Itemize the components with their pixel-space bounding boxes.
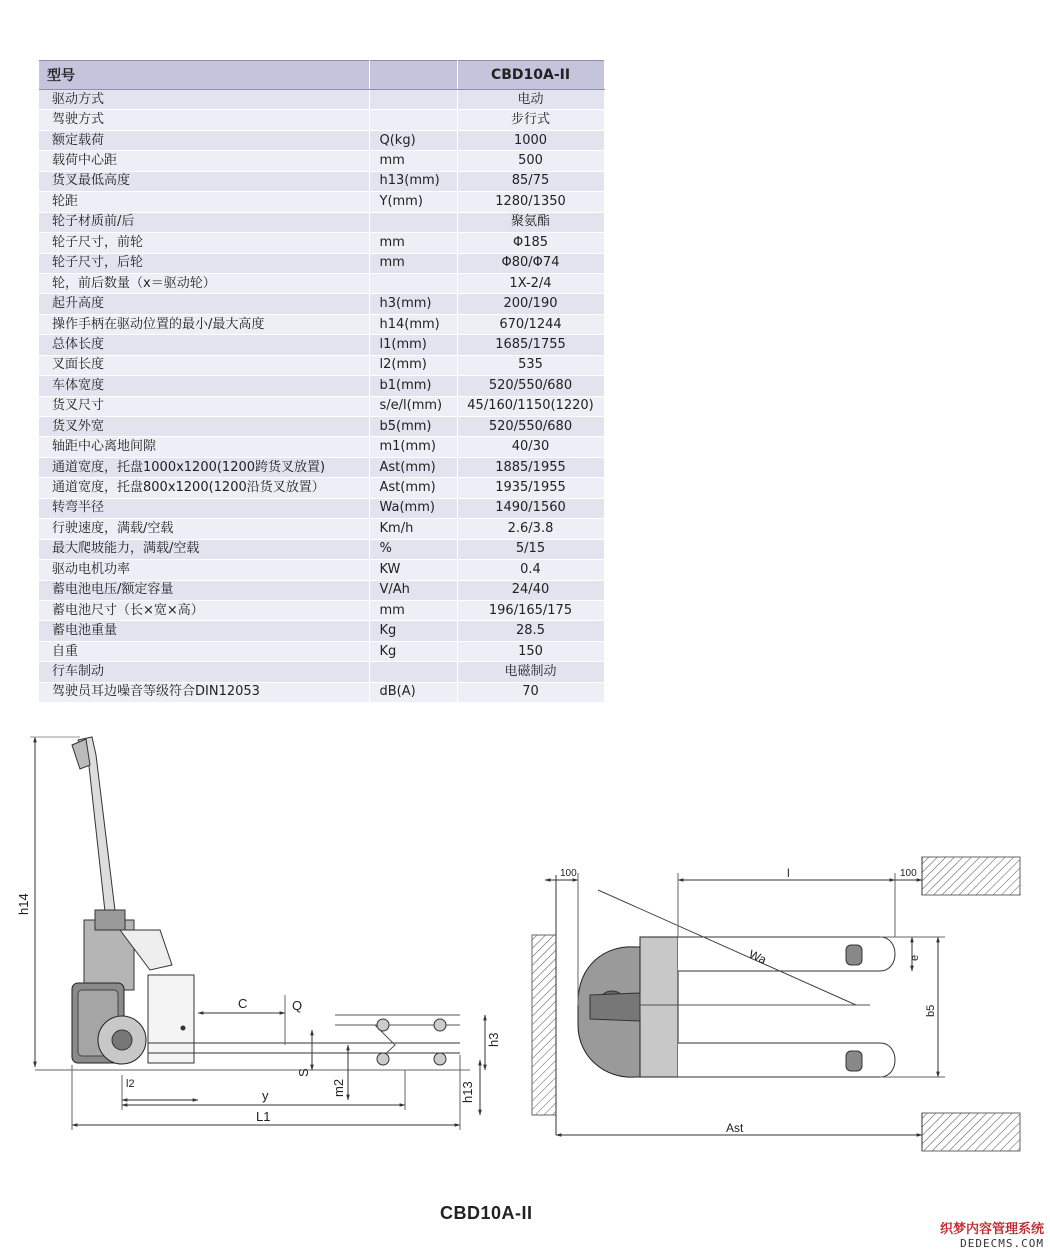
- dim-wa: Wa: [746, 946, 769, 967]
- spec-value: 5/15: [457, 539, 604, 559]
- spec-name: 蓄电池电压/额定容量: [39, 580, 369, 600]
- spec-value: 85/75: [457, 171, 604, 191]
- spec-value: Φ80/Φ74: [457, 253, 604, 273]
- spec-name: 轴距中心离地间隙: [39, 437, 369, 457]
- spec-value: 500: [457, 151, 604, 171]
- dim-l1: L1: [256, 1109, 271, 1124]
- dim-e: e: [909, 954, 921, 961]
- model-label: CBD10A-II: [440, 1203, 533, 1223]
- dim-b5: b5: [925, 1004, 937, 1017]
- spec-name: 操作手柄在驱动位置的最小/最大高度: [39, 314, 369, 334]
- spec-row: [39, 355, 604, 375]
- spec-value: 24/40: [457, 580, 604, 600]
- spec-name: 通道宽度，托盘800x1200(1200沿货叉放置）: [39, 478, 369, 498]
- top-view-drawing: [532, 857, 1020, 1151]
- dim-l: l: [787, 866, 790, 880]
- dim-m2: m2: [331, 1078, 346, 1097]
- spec-name: 额定载荷: [39, 130, 369, 150]
- spec-row: [39, 151, 604, 171]
- spec-unit: [369, 212, 457, 232]
- watermark: [940, 1223, 1044, 1251]
- dim-100-left: 100: [560, 868, 577, 879]
- spec-name: 行驶速度，满载/空载: [39, 519, 369, 539]
- spec-name: 轮子尺寸，后轮: [39, 253, 369, 273]
- spec-row: [39, 560, 604, 580]
- spec-unit: [369, 662, 457, 682]
- spec-unit: h14(mm): [369, 314, 457, 334]
- spec-value: 150: [457, 641, 604, 661]
- spec-value: 520/550/680: [457, 417, 604, 437]
- spec-row: [39, 539, 604, 559]
- watermark-line1: 织梦内容管理系统: [939, 1222, 1044, 1237]
- spec-row: [39, 314, 604, 334]
- spec-value: 1885/1955: [457, 457, 604, 477]
- spec-value: 1000: [457, 130, 604, 150]
- spec-unit: mm: [369, 253, 457, 273]
- spec-name: 叉面长度: [39, 355, 369, 375]
- spec-name: 驱动电机功率: [39, 560, 369, 580]
- spec-value: 步行式: [457, 110, 604, 130]
- dim-s: S: [296, 1068, 311, 1077]
- dim-h13: h13: [460, 1081, 475, 1103]
- spec-row: [39, 396, 604, 416]
- spec-name: 车体宽度: [39, 376, 369, 396]
- spec-row: [39, 171, 604, 191]
- spec-name: 轮子材质前/后: [39, 212, 369, 232]
- spec-name: 驾驶方式: [39, 110, 369, 130]
- spec-value: 28.5: [457, 621, 604, 641]
- spec-row: [39, 417, 604, 437]
- spec-value: 0.4: [457, 560, 604, 580]
- spec-row: [39, 437, 604, 457]
- dim-h14: h14: [16, 893, 31, 915]
- spec-row: [39, 457, 604, 477]
- spec-unit: Kg: [369, 621, 457, 641]
- spec-name: 蓄电池尺寸（长×宽×高）: [39, 600, 369, 620]
- dim-100-right: 100: [900, 868, 917, 879]
- spec-header-row: [39, 61, 604, 90]
- spec-name: 轮子尺寸，前轮: [39, 233, 369, 253]
- spec-name: 轮距: [39, 192, 369, 212]
- spec-body: [39, 90, 604, 703]
- spec-row: [39, 335, 604, 355]
- spec-row: [39, 90, 604, 110]
- spec-row: [39, 682, 604, 702]
- watermark-line2: DEDECMS.COM: [960, 1237, 1044, 1250]
- spec-value: 196/165/175: [457, 600, 604, 620]
- header-model-value: CBD10A-II: [457, 61, 604, 90]
- dim-c: C: [238, 996, 248, 1011]
- spec-row: [39, 662, 604, 682]
- spec-unit: [369, 110, 457, 130]
- spec-unit: dB(A): [369, 682, 457, 702]
- spec-unit: mm: [369, 600, 457, 620]
- spec-unit: l1(mm): [369, 335, 457, 355]
- technical-drawings: [0, 725, 1050, 1195]
- spec-row: [39, 580, 604, 600]
- spec-unit: l2(mm): [369, 355, 457, 375]
- spec-unit: Km/h: [369, 519, 457, 539]
- dim-l2: l2: [126, 1078, 135, 1090]
- spec-unit: %: [369, 539, 457, 559]
- spec-value: 电动: [457, 90, 604, 110]
- spec-row: [39, 253, 604, 273]
- spec-name: 驾驶员耳边噪音等级符合DIN12053: [39, 682, 369, 702]
- spec-unit: Ast(mm): [369, 457, 457, 477]
- dim-ast: Ast: [726, 1121, 744, 1135]
- spec-value: Φ185: [457, 233, 604, 253]
- side-view-drawing: [30, 737, 485, 1130]
- spec-value: 535: [457, 355, 604, 375]
- spec-name: 轮，前后数量（x＝驱动轮）: [39, 273, 369, 293]
- spec-row: [39, 233, 604, 253]
- spec-row: [39, 519, 604, 539]
- dim-q: Q: [292, 998, 303, 1013]
- spec-unit: Q(kg): [369, 130, 457, 150]
- spec-unit: h13(mm): [369, 171, 457, 191]
- spec-row: [39, 498, 604, 518]
- spec-table: [39, 60, 605, 703]
- spec-unit: h3(mm): [369, 294, 457, 314]
- spec-row: [39, 212, 604, 232]
- spec-name: 自重: [39, 641, 369, 661]
- spec-unit: Wa(mm): [369, 498, 457, 518]
- spec-unit: KW: [369, 560, 457, 580]
- spec-unit: [369, 273, 457, 293]
- spec-value: 670/1244: [457, 314, 604, 334]
- spec-row: [39, 110, 604, 130]
- spec-value: 200/190: [457, 294, 604, 314]
- spec-unit: b5(mm): [369, 417, 457, 437]
- spec-value: 电磁制动: [457, 662, 604, 682]
- spec-value: 1935/1955: [457, 478, 604, 498]
- spec-unit: mm: [369, 233, 457, 253]
- spec-unit: Y(mm): [369, 192, 457, 212]
- header-model: 型号: [39, 61, 369, 90]
- spec-name: 货叉外宽: [39, 417, 369, 437]
- spec-value: 40/30: [457, 437, 604, 457]
- spec-unit: V/Ah: [369, 580, 457, 600]
- header-unit: [369, 61, 457, 90]
- spec-unit: Kg: [369, 641, 457, 661]
- spec-value: 聚氨酯: [457, 212, 604, 232]
- spec-value: 520/550/680: [457, 376, 604, 396]
- spec-value: 1X-2/4: [457, 273, 604, 293]
- spec-name: 货叉最低高度: [39, 171, 369, 191]
- spec-name: 驱动方式: [39, 90, 369, 110]
- dim-y: y: [262, 1088, 269, 1103]
- spec-unit: m1(mm): [369, 437, 457, 457]
- spec-value: 45/160/1150(1220): [457, 396, 604, 416]
- spec-row: [39, 641, 604, 661]
- spec-row: [39, 621, 604, 641]
- spec-name: 货叉尺寸: [39, 396, 369, 416]
- spec-name: 总体长度: [39, 335, 369, 355]
- dim-h3: h3: [486, 1032, 501, 1047]
- spec-unit: Ast(mm): [369, 478, 457, 498]
- spec-name: 蓄电池重量: [39, 621, 369, 641]
- spec-value: 1490/1560: [457, 498, 604, 518]
- spec-name: 通道宽度，托盘1000x1200(1200跨货叉放置): [39, 457, 369, 477]
- spec-row: [39, 376, 604, 396]
- spec-row: [39, 130, 604, 150]
- spec-name: 最大爬坡能力，满载/空载: [39, 539, 369, 559]
- spec-unit: [369, 90, 457, 110]
- spec-name: 起升高度: [39, 294, 369, 314]
- spec-unit: s/e/l(mm): [369, 396, 457, 416]
- spec-value: 2.6/3.8: [457, 519, 604, 539]
- spec-name: 载荷中心距: [39, 151, 369, 171]
- spec-row: [39, 600, 604, 620]
- spec-unit: b1(mm): [369, 376, 457, 396]
- spec-row: [39, 478, 604, 498]
- spec-row: [39, 273, 604, 293]
- spec-row: [39, 294, 604, 314]
- spec-name: 行车制动: [39, 662, 369, 682]
- spec-name: 转弯半径: [39, 498, 369, 518]
- spec-unit: mm: [369, 151, 457, 171]
- spec-value: 1280/1350: [457, 192, 604, 212]
- spec-row: [39, 192, 604, 212]
- spec-value: 1685/1755: [457, 335, 604, 355]
- spec-value: 70: [457, 682, 604, 702]
